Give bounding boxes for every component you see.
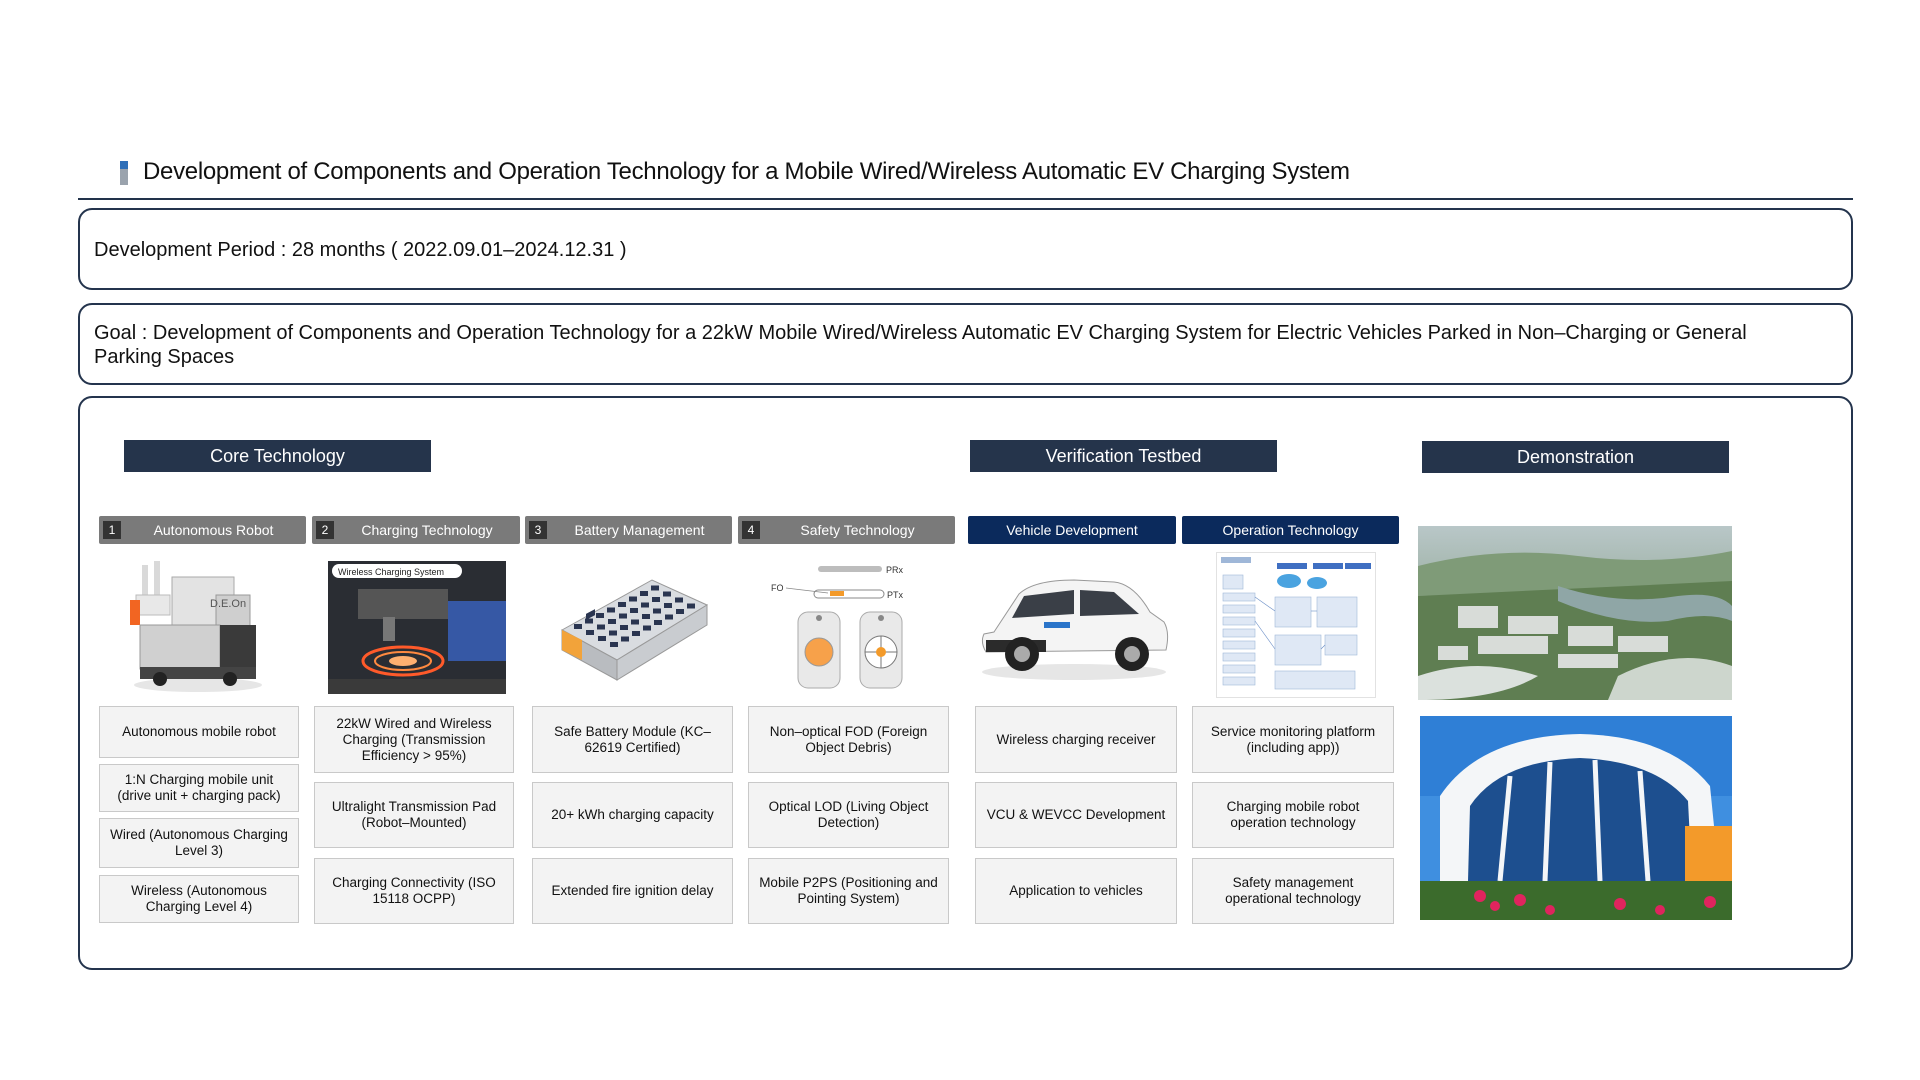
battery-cell-icon [676, 609, 684, 614]
item-ultralight-pad: Ultralight Transmission Pad (Robot–Mounted) [314, 782, 514, 848]
fod-fo-label: FO [771, 583, 784, 593]
battery-cell-icon [574, 624, 582, 629]
battery-cell-icon [641, 603, 649, 608]
operation-platform-image [1216, 552, 1376, 698]
battery-cell-icon [618, 602, 626, 607]
battery-cell-icon [620, 625, 628, 630]
wireless-charging-image [328, 561, 506, 694]
battery-cell-icon [619, 614, 627, 619]
battery-cell-icon [642, 614, 650, 619]
column-number: 2 [316, 521, 334, 539]
title-accent-icon [120, 161, 128, 185]
column-header-vehicle-development: Vehicle Development [968, 516, 1176, 544]
section-core-technology: Core Technology [124, 440, 431, 472]
column-header-label: Charging Technology [361, 522, 493, 538]
battery-cell-icon [610, 642, 618, 647]
battery-cell-icon [664, 603, 672, 608]
item-wired-charging-level: Wired (Autonomous Charging Level 3) [99, 818, 299, 868]
battery-cell-icon [585, 619, 593, 624]
battery-cell-icon [609, 631, 617, 636]
item-fire-ignition-delay: Extended fire ignition delay [532, 858, 733, 924]
item-safe-battery-module: Safe Battery Module (KC–62619 Certified) [532, 706, 733, 773]
column-header-operation-technology: Operation Technology [1182, 516, 1399, 544]
item-non-optical-fod: Non–optical FOD (Foreign Object Debris) [748, 706, 949, 773]
battery-cell-icon [663, 592, 671, 597]
demonstration-building-image [1420, 716, 1732, 920]
battery-cell-icon [640, 591, 648, 596]
battery-cell-icon [651, 586, 659, 591]
item-wireless-charging-level: Wireless (Autonomous Charging Level 4) [99, 875, 299, 923]
battery-cell-icon [643, 626, 651, 631]
battery-cell-icon [665, 615, 673, 620]
column-header-safety-technology [738, 516, 955, 544]
battery-cell-icon [621, 637, 629, 642]
column-header-label: Autonomous Robot [153, 522, 274, 538]
battery-cell-icon [675, 598, 683, 603]
item-mobile-p2ps: Mobile P2PS (Positioning and Pointing System) [748, 858, 949, 924]
item-wireless-charging-receiver: Wireless charging receiver [975, 706, 1177, 773]
battery-cell-icon [598, 636, 606, 641]
development-period-box [78, 208, 1853, 290]
title-divider [78, 198, 1853, 200]
item-application-to-vehicles: Application to vehicles [975, 858, 1177, 924]
section-verification-testbed: Verification Testbed [970, 440, 1277, 472]
item-charging-capacity: 20+ kWh charging capacity [532, 782, 733, 848]
column-number: 3 [529, 521, 547, 539]
item-vcu-wevcc: VCU & WEVCC Development [975, 782, 1177, 848]
battery-cell-icon [687, 604, 695, 609]
item-22kw-charging: 22kW Wired and Wireless Charging (Transmission Efficiency > 95%) [314, 706, 514, 773]
battery-cell-icon [596, 613, 604, 618]
item-robot-operation: Charging mobile robot operation technology [1192, 782, 1394, 848]
goal-text: Goal : Development of Components and Operation Technology for a 22kW Mobile Wired/Wireless Automatic EV Charging System for Electric Vehicles Parked in Non–Charging or General Parking Spaces [94, 322, 1747, 368]
autonomous-robot-image [120, 555, 270, 695]
column-header-charging-technology [312, 516, 520, 544]
column-header-label: Safety Technology [800, 522, 915, 538]
column-number: 4 [742, 521, 760, 539]
section-demonstration: Demonstration [1422, 441, 1729, 473]
battery-cell-icon [629, 597, 637, 602]
item-safety-management: Safety management operational technology [1192, 858, 1394, 924]
battery-cell-icon [654, 620, 662, 625]
fod-prx-label: PRx [886, 565, 904, 575]
battery-cell-icon [632, 631, 640, 636]
item-optical-lod: Optical LOD (Living Object Detection) [748, 782, 949, 848]
robot-logo-text: D.E.On [210, 598, 247, 610]
battery-cell-icon [631, 620, 639, 625]
fod-ptx-label: PTx [887, 590, 904, 600]
column-header-battery-management [525, 516, 732, 544]
goal-box [78, 303, 1853, 385]
item-charging-connectivity: Charging Connectivity (ISO 15118 OCPP) [314, 858, 514, 924]
battery-module-image [552, 560, 712, 690]
battery-cell-icon [630, 608, 638, 613]
electric-vehicle-image [974, 562, 1174, 682]
battery-cell-icon [607, 608, 615, 613]
item-service-monitoring: Service monitoring platform (including app)) [1192, 706, 1394, 773]
development-period-text: Development Period : 28 months ( 2022.09.01–2024.12.31 ) [94, 239, 627, 261]
item-autonomous-mobile-robot: Autonomous mobile robot [99, 706, 299, 758]
battery-cell-icon [597, 625, 605, 630]
wireless-image-label: Wireless Charging System [338, 567, 445, 577]
demonstration-aerial-city-image [1418, 526, 1732, 700]
battery-cell-icon [586, 630, 594, 635]
column-header-label: Battery Management [574, 522, 705, 538]
battery-cell-icon [608, 619, 616, 624]
column-header-autonomous-robot [99, 516, 306, 544]
column-number: 1 [103, 521, 121, 539]
safety-fod-image [768, 564, 928, 692]
page-title: Development of Components and Operation Technology for a Mobile Wired/Wireless Automatic EV Charging System [143, 158, 1350, 185]
battery-cell-icon [652, 597, 660, 602]
battery-cell-icon [653, 609, 661, 614]
item-charging-mobile-unit: 1:N Charging mobile unit (drive unit + charging pack) [99, 764, 299, 812]
